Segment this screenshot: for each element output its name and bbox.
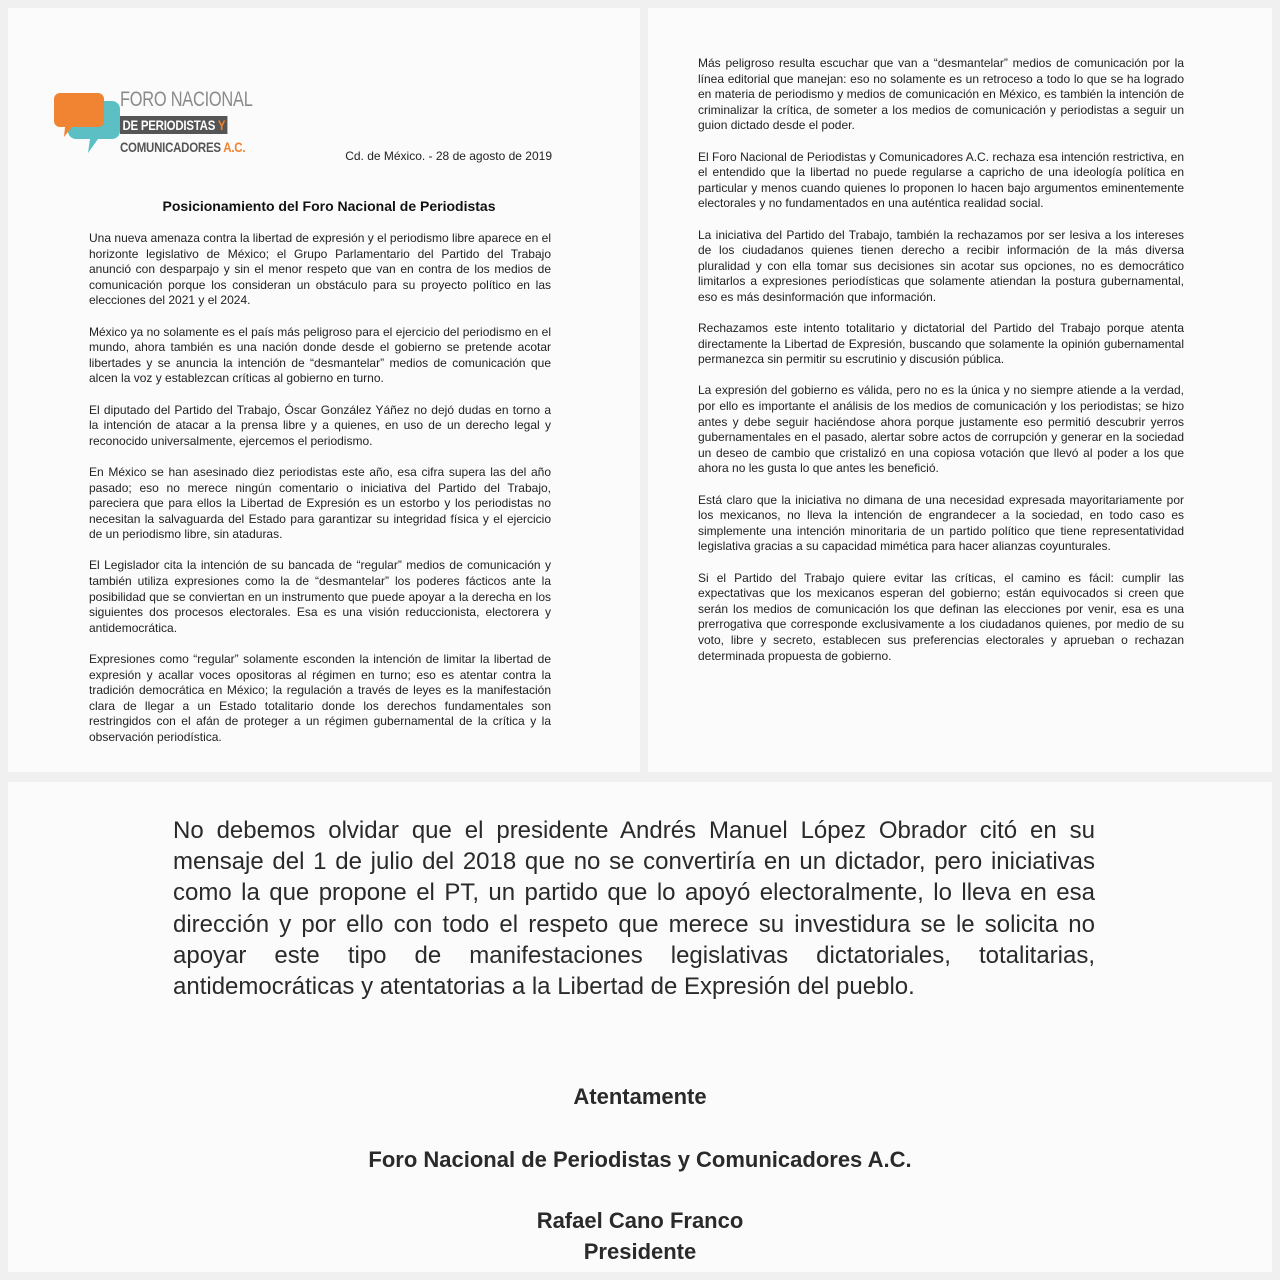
logo-text-line3-main: COMUNICADORES	[120, 139, 221, 155]
right-column-text	[698, 56, 1184, 680]
closing-regards: Atentamente	[573, 1084, 707, 1109]
paragraph: La expresión del gobierno es válida, pero no es la única y no siempre atiende a la verdad, por ello es importante el análisis de los medios de comunicación y los periodistas; se hizo antes y debe seguir haciéndose ahora porque justamente eso permitió descubrir yerros gubernamentales en el pasado, alertar sobre actos de corrupción y generar en la sociedad un deseo de cambio que cristalizó en una copiosa votación que llevó al poder a los que ahora no les gusta lo que antes les benefició.	[698, 383, 1184, 476]
logo-text-line2-main: DE PERIODISTAS	[122, 117, 216, 133]
paragraph: Rechazamos este intento totalitario y dictatorial del Partido del Trabajo porque atenta directamente la Libertad de Expresión, buscando que solamente la opinión gubernamental permanezca sin permitir su escrutinio y discusión pública.	[698, 321, 1184, 367]
document-page-left	[8, 8, 640, 772]
document-title: Posicionamiento del Foro Nacional de Periodistas	[162, 198, 496, 214]
organization-name: Foro Nacional de Periodistas y Comunicadores A.C.	[368, 1147, 912, 1172]
logo-text-line1: FORO NACIONAL	[120, 88, 253, 111]
closing-paragraph: No debemos olvidar que el presidente Andrés Manuel López Obrador citó en su mensaje del 1 de julio del 2018 que no se convertiría en un dictador, pero iniciativas como la que propone el PT, un partido que lo apoyó electoralmente, lo lleva en esa dirección y por ello con todo el respeto que merece su investidura se le solicita no apoyar este tipo de manifestaciones legislativas dictatoriales, totalitarias, antidemocráticas y atentatorias a la Libertad de Expresión del pueblo.	[173, 817, 1095, 1001]
speech-bubbles-icon	[54, 83, 120, 155]
logo-text-line2-accent: Y	[215, 117, 226, 133]
paragraph: El Foro Nacional de Periodistas y Comunicadores A.C. rechaza esa intención restrictiva, en el entendido que la libertad no puede regularse a capricho de una ideología política en particular y menos cuando quienes lo proponen lo hacen bajo argumentos eminentemente electorales y no fundamentados en una auténtica realidad social.	[698, 149, 1184, 211]
document-page-bottom	[8, 782, 1272, 1272]
paragraph: Más peligroso resulta escuchar que van a “desmantelar” medios de comunicación por la línea editorial que manejan: eso no solamente es un retroceso a todo lo que se ha logrado en materia de periodismo y medios de comunicación en México, es también la intención de criminalizar la crítica, de someter a los medios de comunicación y periodistas a seguir un guion dictado desde el poder.	[698, 56, 1184, 133]
signer-role: Presidente	[583, 1239, 697, 1264]
logo	[54, 83, 254, 163]
paragraph: El diputado del Partido del Trabajo, Óscar González Yáñez no dejó dudas en torno a la intención de atacar a la prensa libre y a quienes, en uso de un derecho legal y reconocido universalmente, ejercemos el periodismo.	[89, 402, 551, 448]
paragraph: Expresiones como “regular” solamente esconden la intención de limitar la libertad de expresión y acallar voces opositoras al régimen en turno; eso es atentar contra la tradición democrática en México; la regulación a través de leyes es la manifestación clara de llegar a un Estado totalitario donde los derechos fundamentales son restringidos con el afán de proteger a un régimen gubernamental de la crítica y la observación periodística.	[89, 652, 551, 744]
paragraph: La iniciativa del Partido del Trabajo, también la rechazamos por ser lesiva a los intereses de los ciudadanos quienes tienen derecho a recibir información de la más diversa pluralidad y con ella tomar sus decisiones sin acotar sus opciones, no es democrático limitarlos a expresiones periodísticas que solamente atiendan la postura gubernamental, eso es más desinformación que información.	[698, 227, 1184, 304]
signer-name: Rafael Cano Franco	[536, 1208, 744, 1233]
logo-text-line2	[120, 116, 228, 134]
document-page-right	[648, 8, 1272, 772]
paragraph: Una nueva amenaza contra la libertad de expresión y el periodismo libre aparece en el horizonte legislativo de México; el Grupo Parlamentario del Partido del Trabajo anunció con desparpajo y sin el menor respeto que van en contra de los medios de comunicación porque los consideran un obstáculo para su proyecto político en las elecciones del 2021 y el 2024.	[89, 231, 551, 308]
paragraph: Si el Partido del Trabajo quiere evitar las críticas, el camino es fácil: cumplir las expectativas que los mexicanos esperan del gobierno; están equivocados si creen que serán los medios de comunicación los que definan las elecciones por venir, esa es una prerrogativa que corresponde exclusivamente a los ciudadanos quienes, por medio de su voto, libre y secreto, establecen sus preferencias electorales y aprueban o rechazan determinada propuesta de gobierno.	[698, 570, 1184, 663]
paragraph: En México se han asesinado diez periodistas este año, esa cifra supera las del año pasado; eso no merece ningún comentario o iniciativa del Partido del Trabajo, pareciera que para ellos la Libertad de Expresión es un estorbo y los periodistas no necesitan la salvaguarda del Estado para garantizar su integridad física y el ejercicio de un periodismo libre, sin ataduras.	[89, 464, 551, 542]
logo-text-line3	[120, 139, 245, 155]
document-date: Cd. de México. - 28 de agosto de 2019	[345, 149, 552, 163]
logo-text-line3-accent: A.C.	[220, 139, 246, 155]
paragraph: El Legislador cita la intención de su bancada de “regular” medios de comunicación y también utiliza expresiones como la de “desmantelar” los poderes fácticos ante la posibilidad que se conviertan en un instrumento que puede apoyar a la derecha en los siguientes dos procesos electorales. Esa es una visión reduccionista, electorera y antidemocrática.	[89, 558, 551, 635]
paragraph: México ya no solamente es el país más peligroso para el ejercicio del periodismo en el mundo, ahora también es una nación donde desde el gobierno se pretende acotar libertades y se anuncia la intención de “desmantelar” medios de comunicación que alcen la voz y establezcan críticas al gobierno en turno.	[89, 324, 551, 386]
left-column-text	[89, 231, 551, 761]
paragraph: Está claro que la iniciativa no dimana de una necesidad expresada mayoritariamente por los mexicanos, no lleva la intención de engrandecer a la sociedad, en todo caso es simplemente una intención minoritaria de un partido político que tiene representatividad legislativa gracias a su capacidad mimética para hacer alianzas coyunturales.	[698, 492, 1184, 554]
